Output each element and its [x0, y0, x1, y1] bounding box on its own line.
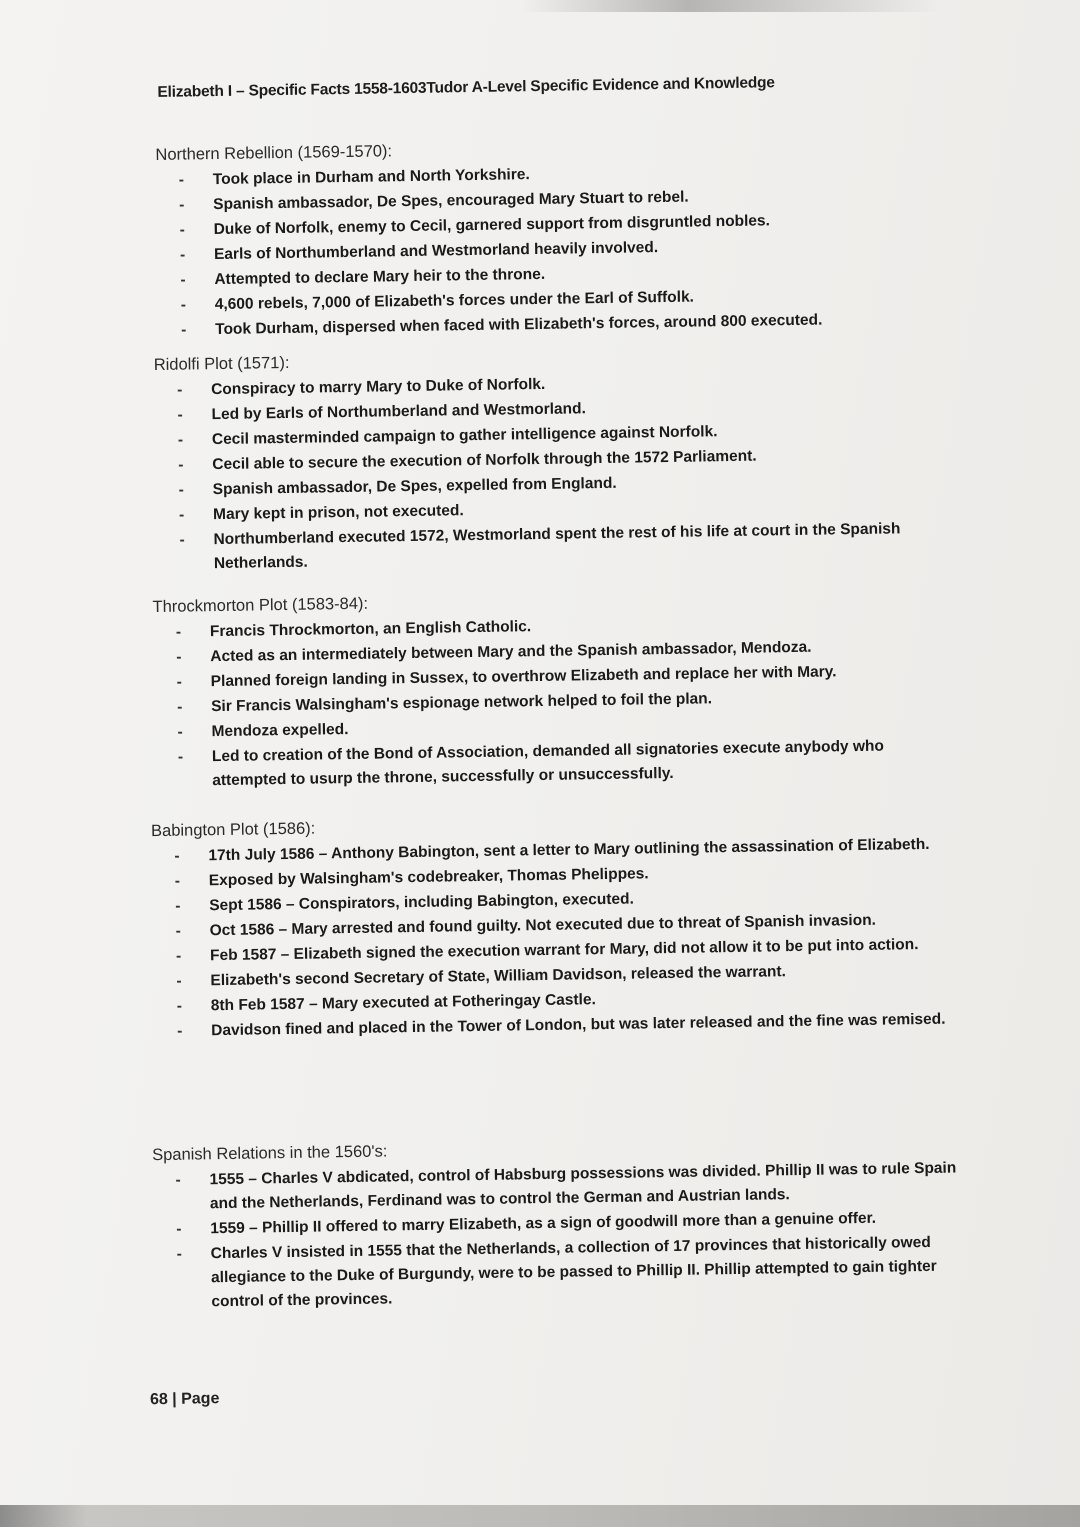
section-throckmorton-plot [152, 585, 965, 795]
list-item: - Led by Earls of Northumberland and Westmorland. [154, 391, 974, 428]
list-item: - Oct 1586 – Mary arrested and found guilty. Not executed due to threat of Spanish invasion. [152, 907, 962, 944]
bullet-list [152, 1156, 974, 1315]
section-title: Ridolfi Plot (1571): [153, 353, 290, 375]
list-item: - Acted as an intermediately between Mary and the Spanish ambassador, Mendoza. [153, 633, 963, 670]
list-item: - Spanish ambassador, De Spes, expelled from England. [156, 466, 976, 503]
bullet-list [151, 832, 964, 1044]
list-item: - 4,600 rebels, 7,000 of Elizabeth's forces under the Earl of Suffolk. [158, 281, 978, 318]
list-item: - Sept 1586 – Conspirators, including Babington, executed. [152, 882, 962, 919]
list-item: - Took Durham, dispersed when faced with Elizabeth's forces, around 800 executed. [158, 306, 978, 343]
list-item: - Davidson fined and placed in the Tower of London, but was later released and the fine was remised. [154, 1007, 964, 1044]
bullet-list [153, 608, 966, 794]
list-item: - Charles V insisted in 1555 that the Netherlands, a collection of 17 provinces that historically owed allegiance to the Duke of Burgundy, were to be passed to Phillip II. Phillip attempted to gain tighter control of the provinces. [154, 1230, 975, 1315]
list-item: - Duke of Norfolk, enemy to Cecil, garnered support from disgruntled nobles. [156, 206, 976, 243]
list-item: - Northumberland executed 1572, Westmorland spent the rest of his life at court in the Spanish Netherlands. [156, 516, 977, 577]
section-title: Throckmorton Plot (1583-84): [152, 594, 369, 617]
list-item: - Mary kept in prison, not executed. [156, 491, 976, 528]
list-item: - Feb 1587 – Elizabeth signed the execution warrant for Mary, did not allow it to be put into action. [153, 932, 963, 969]
list-item: - Spanish ambassador, De Spes, encouraged Mary Stuart to rebel. [156, 181, 976, 218]
list-item: - Cecil able to secure the execution of Norfolk through the 1572 Parliament. [155, 441, 975, 478]
list-item: - Exposed by Walsingham's codebreaker, Thomas Phelippes. [152, 857, 962, 894]
list-item: - 1559 – Phillip II offered to marry Elizabeth, as a sign of goodwill more than a genuine offer. [153, 1205, 973, 1242]
section-title: Northern Rebellion (1569-1570): [155, 142, 393, 164]
list-item: - Cecil masterminded campaign to gather intelligence against Norfolk. [155, 416, 975, 453]
list-item: - Francis Throckmorton, an English Catholic. [153, 608, 963, 645]
section-northern-rebellion [155, 133, 978, 344]
list-item: - Conspiracy to marry Mary to Duke of Norfolk. [154, 366, 974, 403]
list-item: - Sir Francis Walsingham's espionage network helped to foil the plan. [154, 683, 964, 720]
list-item: - Planned foreign landing in Sussex, to overthrow Elizabeth and replace her with Mary. [154, 658, 964, 695]
list-item: - Earls of Northumberland and Westmorland heavily involved. [157, 231, 977, 268]
bullet-list [156, 156, 979, 343]
section-spanish-relations [152, 1133, 975, 1316]
section-title: Babington Plot (1586): [150, 819, 316, 841]
list-item: - 17th July 1586 – Anthony Babington, sent a letter to Mary outlining the assassination of Elizabeth. [151, 832, 961, 869]
page-number: 68 | Page [149, 1390, 220, 1409]
section-title: Spanish Relations in the 1560's: [152, 1142, 388, 1165]
list-item: - Took place in Durham and North Yorkshire. [156, 156, 976, 193]
scan-shadow-bottom [0, 1505, 1080, 1527]
list-item: - Elizabeth's second Secretary of State, William Davidson, released the warrant. [153, 957, 963, 994]
document-header: Elizabeth I – Specific Facts 1558-1603Tudor A-Level Specific Evidence and Knowledge [157, 74, 775, 101]
list-item: - Mendoza expelled. [154, 708, 964, 745]
list-item: - Led to creation of the Bond of Association, demanded all signatories execute anybody who attempted to usurp the throne, successfully or unsuccessfully. [155, 733, 966, 794]
section-babington-plot [151, 809, 964, 1045]
list-item: - 8th Feb 1587 – Mary executed at Fotheringay Castle. [154, 982, 964, 1019]
section-ridolfi-plot [154, 343, 977, 578]
bullet-list [154, 366, 977, 577]
list-item: - Attempted to declare Mary heir to the throne. [157, 256, 977, 293]
list-item: - 1555 – Charles V abdicated, control of Habsburg possessions was divided. Phillip II was to rule Spain and the Netherlands, Ferdinand was to control the German and Austrian lands. [152, 1156, 973, 1217]
